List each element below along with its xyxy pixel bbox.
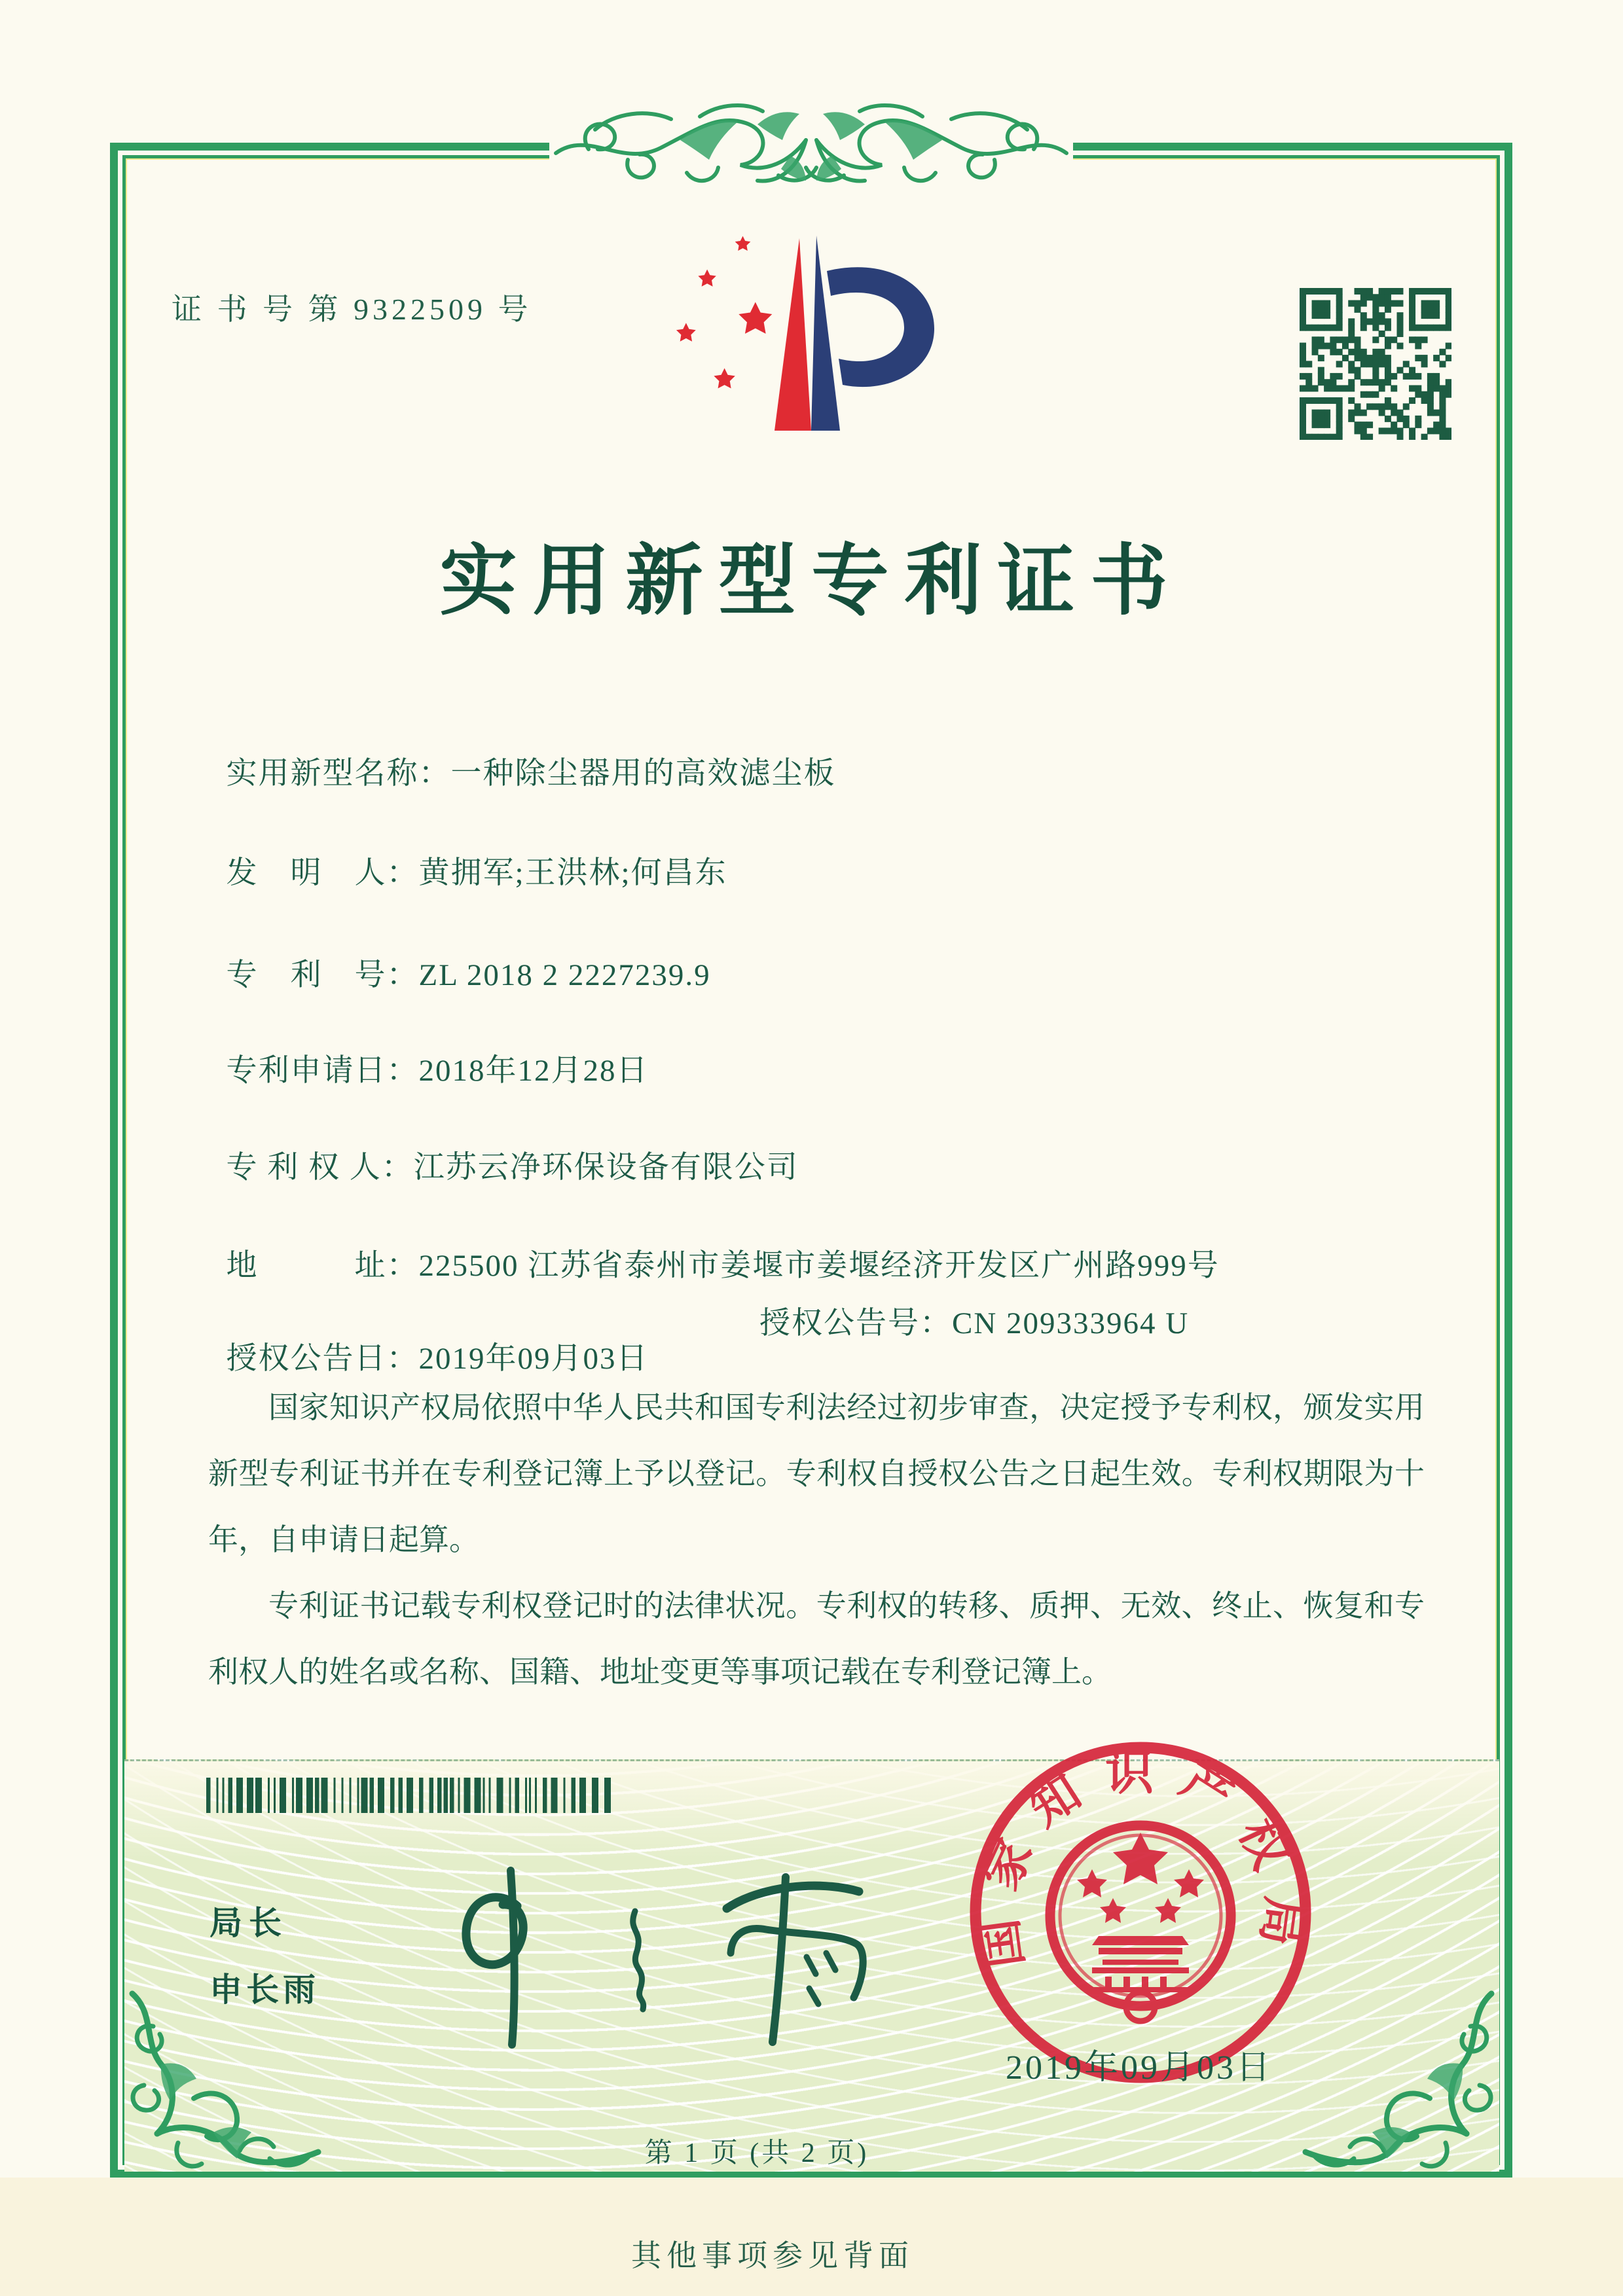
corner-flourish-icon: [1292, 1987, 1508, 2177]
director-name: 申长雨: [210, 1971, 319, 2008]
field-row-name: [208, 713, 1432, 793]
field-row-filing-date: [208, 1011, 1432, 1090]
national-emblem-icon: [1050, 1825, 1231, 2021]
corner-flourish-icon: [115, 1987, 331, 2177]
cnipa-star-p-icon: [671, 230, 939, 431]
field-label: 专利申请日：: [226, 1054, 419, 1088]
page-title: 实用新型专利证书: [439, 539, 1184, 624]
field-value: 2019年09月03日: [418, 1342, 649, 1376]
director-signature: [419, 1848, 903, 2068]
grant-number-label: 授权公告号：: [759, 1306, 952, 1340]
dragon-flourish-ornament: [549, 97, 1073, 204]
signature-strokes-icon: [419, 1848, 903, 2068]
field-row-patent-no: [208, 915, 1432, 994]
grant-number-value: CN 209333964 U: [952, 1306, 1190, 1340]
barcode: [206, 1778, 617, 1813]
cnipa-logo: [671, 230, 939, 431]
qr-code-pattern: [1300, 288, 1451, 440]
qr-code: [1300, 288, 1451, 440]
field-row-address: [208, 1206, 1432, 1285]
floral-corner-flourish-right: [1292, 1987, 1508, 2177]
field-row-patentee: [208, 1107, 1432, 1187]
field-label: 专 利 权 人：: [226, 1151, 414, 1185]
dragon-flourish-icon: [549, 97, 1073, 204]
field-label: 授权公告日：: [226, 1342, 419, 1376]
field-value: 黄拥军;王洪林;何昌东: [418, 856, 727, 890]
field-label: 专 利 号：: [226, 958, 419, 992]
legal-text-block: [208, 1374, 1425, 1705]
legal-paragraph-1: 国家知识产权局依照中华人民共和国专利法经过初步审查，决定授予专利权，颁发实用新型专利证书并在专利登记簿上予以登记。专利权自授权公告之日起生效。专利权期限为十年，自申请日起算。: [208, 1391, 1425, 1556]
director-title: 局长: [210, 1905, 288, 1941]
field-value: 江苏云净环保设备有限公司: [413, 1151, 799, 1185]
field-value: ZL 2018 2 2227239.9: [418, 958, 711, 992]
grant-number-pair: [759, 1299, 1189, 1342]
field-value: 2018年12月28日: [418, 1054, 649, 1088]
field-row-inventors: [208, 813, 1432, 892]
field-label: 地 址：: [226, 1249, 419, 1283]
field-label: 实用新型名称：: [226, 757, 451, 791]
seal-ring-text: 国家知识产权局: [970, 1746, 1311, 1971]
certificate-number: 证 书 号 第 9322509 号: [172, 293, 532, 326]
legal-paragraph-2: 专利证书记载专利权登记时的法律状况。专利权的转移、质押、无效、终止、恢复和专利权人的姓名或名称、国籍、地址变更等事项记载在专利登记簿上。: [208, 1589, 1425, 1689]
page-number: 第 1 页 (共 2 页): [644, 2138, 869, 2168]
seal-date: 2019年09月03日: [1005, 2049, 1273, 2087]
floral-corner-flourish-left: [115, 1987, 331, 2177]
field-label: 发 明 人：: [226, 856, 419, 890]
field-value: 一种除尘器用的高效滤尘板: [450, 757, 836, 791]
field-value: 225500 江苏省泰州市姜堰市姜堰经济开发区广州路999号: [418, 1249, 1220, 1283]
back-side-note: 其他事项参见背面: [631, 2239, 914, 2272]
barcode-pattern: [206, 1778, 617, 1813]
